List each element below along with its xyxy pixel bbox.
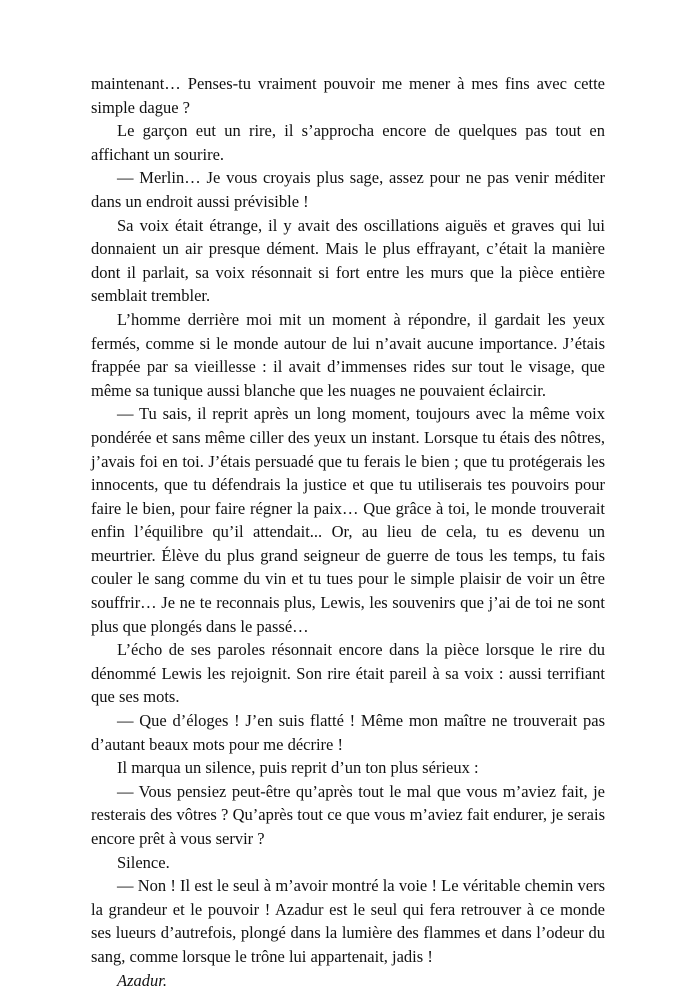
paragraph: — Vous pensiez peut-être qu’après tout le mal que vous m’aviez fait, je resterais des vôtres ? Qu’après tout ce que vous m’aviez fait endurer, je serais encore prêt à vous servir ?: [91, 781, 605, 848]
paragraph: Le garçon eut un rire, il s’approcha encore de quelques pas tout en affichant un sourire.: [91, 121, 605, 164]
paragraph: — Merlin… Je vous croyais plus sage, assez pour ne pas venir méditer dans un endroit aussi prévisible !: [91, 168, 605, 211]
paragraph-italic: Azadur.: [117, 970, 167, 990]
paragraph: — Que d’éloges ! J’en suis flatté ! Même mon maître ne trouverait pas d’autant beaux mots pour me décrire !: [91, 711, 605, 754]
paragraph: Il marqua un silence, puis reprit d’un ton plus sérieux :: [117, 758, 479, 778]
paragraph: Sa voix était étrange, il y avait des oscillations aiguës et graves qui lui donnaient un air presque dément. Mais le plus effrayant, c’était la manière dont il parlait, sa voix résonnait si fort entre les murs que la pièce entière semblait trembler.: [91, 215, 605, 306]
paragraph: — Non ! Il est le seul à m’avoir montré la voie ! Le véritable chemin vers la grandeur et le pouvoir ! Azadur est le seul qui fera retrouver à ce monde ses lueurs d’autrefois, plongé dans la lumière des flammes et dans l’odeur du sang, comme lorsque le trône lui appartenait, jadis !: [91, 876, 605, 966]
paragraph: L’écho de ses paroles résonnait encore dans la pièce lorsque le rire du dénommé Lewis les rejoignit. Son rire était pareil à sa voix : aussi terrifiant que ses mots.: [91, 640, 605, 707]
document-page: [91, 72, 605, 992]
paragraph: L’homme derrière moi mit un moment à répondre, il gardait les yeux fermés, comme si le monde autour de lui n’avait aucune importance. J’étais frappée par sa vieillesse : il avait d’immenses rides sur tout le visage, que même sa tunique aussi blanche que les nuages ne pouvaient éclaircir.: [91, 309, 605, 400]
paragraph: maintenant… Penses-tu vraiment pouvoir me mener à mes fins avec cette simple dague ?: [91, 74, 605, 117]
paragraph: — Tu sais, il reprit après un long moment, toujours avec la même voix pondérée et sans même ciller des yeux un instant. Lorsque tu étais des nôtres, j’avais foi en toi. J’étais persuadé que tu ferais le bien ; que tu protégerais les innocents, que tu défendrais la justice et que tu utiliserais tes pouvoirs pour faire le bien, pour faire régner la paix… Que grâce à toi, le monde trouverait enfin l’équilibre qu’il attendait... Or, au lieu de cela, tu es devenu un meurtrier. Élève du plus grand seigneur de guerre de tous les temps, tu fais couler le sang comme du vin et tu tues pour le simple plaisir de voir un être souffrir… Je ne te reconnais plus, Lewis, les souvenirs que j’ai de toi ne sont plus que plongés dans le passé…: [91, 404, 605, 636]
paragraph: Silence.: [117, 852, 170, 872]
